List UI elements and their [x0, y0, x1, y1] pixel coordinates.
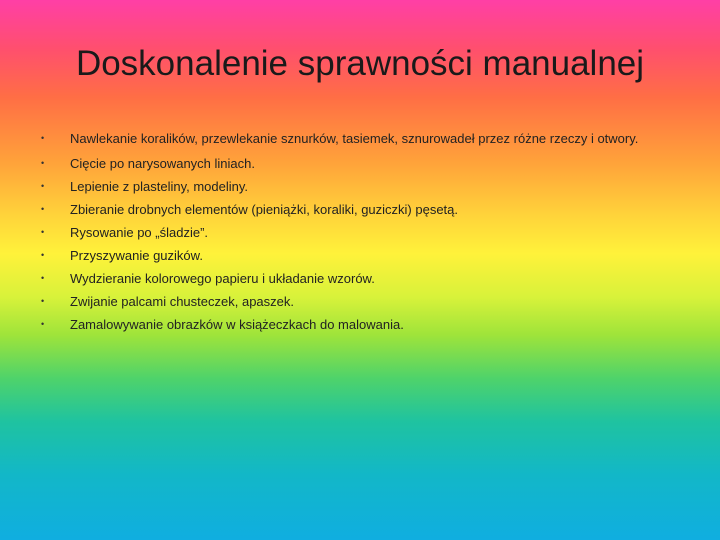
list-item: [36, 290, 684, 313]
bullet-icon: •: [41, 133, 45, 143]
bullet-icon: •: [41, 203, 45, 214]
bullet-icon: •: [41, 180, 45, 191]
list-item-text: Rysowanie po „śladzie”.: [70, 224, 209, 240]
list-item-text: Wydzieranie kolorowego papieru i układanie wzorów.: [70, 270, 375, 286]
list-item: [36, 152, 684, 175]
list-item-text: Zamalowywanie obrazków w książeczkach do malowania.: [70, 316, 404, 332]
bullet-icon: •: [41, 272, 45, 283]
slide-title: Doskonalenie sprawności manualnej: [75, 44, 645, 83]
list-item-text: Zbieranie drobnych elementów (pieniążki, koraliki, guziczki) pęsetą.: [70, 201, 459, 217]
list-item-text: Zwijanie palcami chusteczek, apaszek.: [70, 293, 294, 309]
list-item-text: Przyszywanie guzików.: [70, 247, 203, 263]
list-item: [36, 130, 684, 152]
list-item: [36, 244, 684, 267]
bullet-list: [36, 130, 684, 336]
bullet-icon: •: [41, 226, 45, 237]
bullet-icon: •: [41, 295, 45, 306]
list-item-text: Lepienie z plasteliny, modeliny.: [70, 178, 249, 194]
list-item: [36, 221, 684, 244]
list-item-text: Nawlekanie koralików, przewlekanie sznurków, tasiemek, sznurowadeł przez różne rzeczy i otwory.: [70, 131, 639, 146]
list-item-text: Cięcie po narysowanych liniach.: [70, 155, 255, 171]
bullet-icon: •: [41, 318, 45, 329]
list-item: [36, 313, 684, 336]
bullet-icon: •: [41, 157, 45, 168]
list-item: [36, 175, 684, 198]
list-item: [36, 198, 684, 221]
list-item: [36, 267, 684, 290]
bullet-icon: •: [41, 249, 45, 260]
